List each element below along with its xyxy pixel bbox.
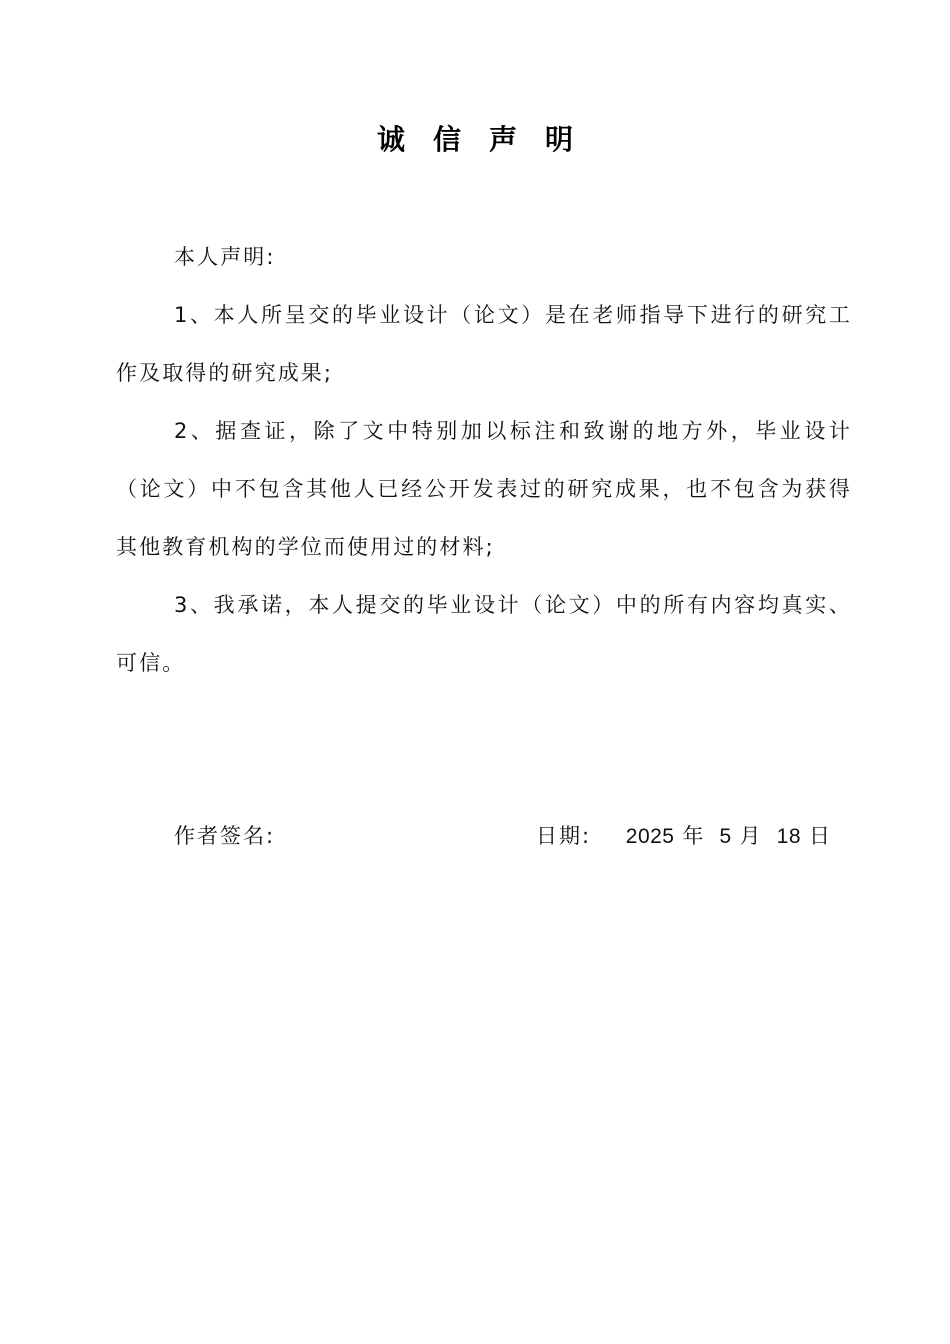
date-year: 2025	[625, 825, 675, 848]
signature-label: 作者签名:	[174, 824, 276, 848]
declaration-item-1: 1、本人所呈交的毕业设计（论文）是在老师指导下进行的研究工作及取得的研究成果;	[116, 303, 852, 385]
page-title: 诚信声明	[376, 123, 601, 156]
date-month-unit: 月	[739, 824, 763, 848]
declaration-body	[116, 228, 852, 692]
date-day-unit: 日	[809, 824, 833, 848]
date-group	[536, 812, 846, 861]
declaration-item-2: 2、据查证，除了文中特别加以标注和致谢的地方外，毕业设计（论文）中不包含其他人已经公开发表过的研究成果，也不包含为获得其他教育机构的学位而使用过的材料;	[116, 419, 852, 559]
date-month: 5	[719, 825, 732, 848]
date-day: 18	[776, 825, 802, 848]
date-label: 日期:	[536, 824, 592, 848]
signature-row	[174, 812, 874, 860]
date-year-unit: 年	[682, 824, 706, 848]
declaration-intro: 本人声明:	[174, 245, 276, 269]
declaration-item-3: 3、我承诺，本人提交的毕业设计（论文）中的所有内容均真实、可信。	[116, 593, 852, 675]
